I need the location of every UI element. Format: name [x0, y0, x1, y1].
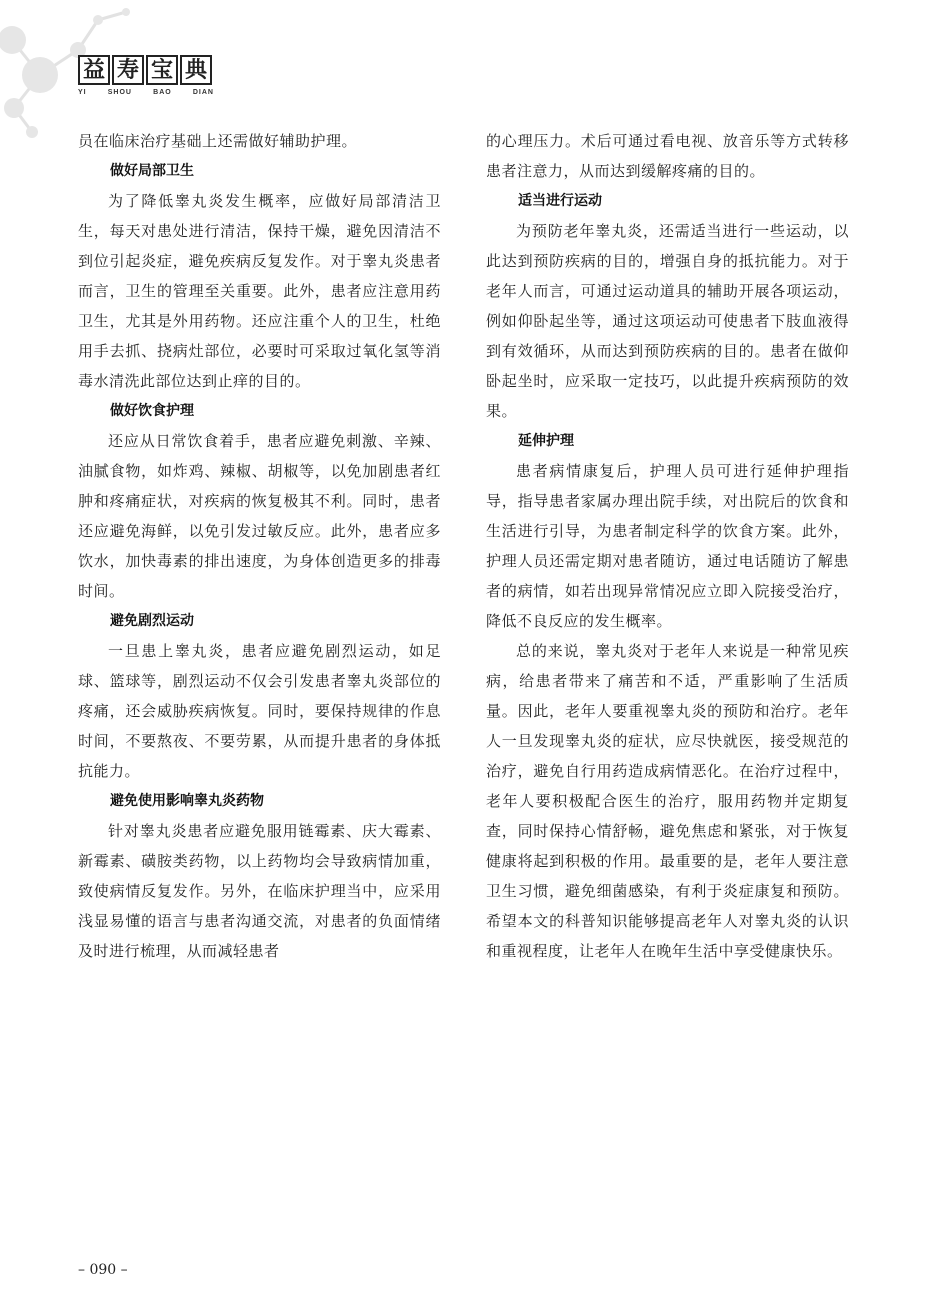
section-heading: 避免剧烈运动 [110, 613, 194, 629]
paragraph: 总的来说，睾丸炎对于老年人来说是一种常见疾病，给患者带来了痛苦和不适，严重影响了生活质量。因此，老年人要重视睾丸炎的预防和治疗。老年人一旦发现睾丸炎的症状，应尽快就医，接受规范的治疗，避免自行用药造成病情恶化。在治疗过程中，老年人要积极配合医生的治疗，服用药物并定期复查，同时保持心情舒畅，避免焦虑和紧张，对于恢复健康将起到积极的作用。最重要的是，老年人要注意卫生习惯，避免细菌感染，有利于炎症康复和预防。希望本文的科普知识能够提高老年人对睾丸炎的认识和重视程度，让老年人在晚年生活中享受健康快乐。 [486, 642, 849, 960]
section-heading: 延伸护理 [518, 433, 574, 449]
magazine-logo [78, 55, 214, 96]
paragraph: 为了降低睾丸炎发生概率，应做好局部清洁卫生，每天对患处进行清洁，保持干燥，避免因清洁不到位引起炎症，避免疾病反复发作。对于睾丸炎患者而言，卫生的管理至关重要。此外，患者应注意用药卫生，尤其是外用药物。还应注重个人的卫生，杜绝用手去抓、挠病灶部位，必要时可采取过氧化氢等消毒水清洗此部位达到止痒的目的。 [78, 192, 441, 390]
logo-char: 典 [180, 55, 212, 85]
paragraph: 患者病情康复后，护理人员可进行延伸护理指导，指导患者家属办理出院手续，对出院后的饮食和生活进行引导，为患者制定科学的饮食方案。此外，护理人员还需定期对患者随访，通过电话随访了解患者的病情，如若出现异常情况应立即入院接受治疗，降低不良反应的发生概率。 [486, 462, 849, 630]
paragraph: 的心理压力。术后可通过看电视、放音乐等方式转移患者注意力，从而达到缓解疼痛的目的。 [486, 132, 849, 180]
section-heading: 做好局部卫生 [110, 163, 194, 179]
paragraph: 员在临床治疗基础上还需做好辅助护理。 [78, 132, 358, 150]
logo-characters [78, 55, 214, 85]
paragraph: 还应从日常饮食着手，患者应避免刺激、辛辣、油腻食物，如炸鸡、辣椒、胡椒等，以免加剧患者红肿和疼痛症状，对疾病的恢复极其不利。同时，患者还应避免海鲜，以免引发过敏反应。此外，患者应多饮水，加快毒素的排出速度，为身体创造更多的排毒时间。 [78, 432, 441, 600]
left-column [78, 126, 441, 966]
logo-char: 益 [78, 55, 110, 85]
logo-pinyin-word: DIAN [192, 89, 214, 96]
logo-pinyin [78, 89, 214, 96]
section-heading: 适当进行运动 [518, 193, 602, 209]
logo-pinyin-word: YI [78, 89, 87, 96]
paragraph: 一旦患上睾丸炎，患者应避免剧烈运动，如足球、篮球等，剧烈运动不仅会引发患者睾丸炎部位的疼痛，还会威胁疾病恢复。同时，要保持规律的作息时间，不要熬夜、不要劳累，从而提升患者的身体抵抗能力。 [78, 642, 441, 780]
logo-pinyin-word: BAO [153, 89, 172, 96]
section-heading: 避免使用影响睾丸炎药物 [110, 793, 264, 809]
paragraph: 针对睾丸炎患者应避免服用链霉素、庆大霉素、新霉素、磺胺类药物，以上药物均会导致病情加重，致使病情反复发作。另外，在临床护理当中，应采用浅显易懂的语言与患者沟通交流，对患者的负面情绪及时进行梳理，从而减轻患者 [78, 822, 441, 960]
right-column [486, 126, 849, 966]
section-heading: 做好饮食护理 [110, 403, 194, 419]
page-number: – 090 – [78, 1262, 128, 1278]
paragraph: 为预防老年睾丸炎，还需适当进行一些运动，以此达到预防疾病的目的，增强自身的抵抗能力。对于老年人而言，可通过运动道具的辅助开展各项运动，例如仰卧起坐等，通过这项运动可使患者下肢血液得到有效循环，从而达到预防疾病的目的。患者在做仰卧起坐时，应采取一定技巧，以此提升疾病预防的效果。 [486, 222, 849, 420]
logo-char: 寿 [112, 55, 144, 85]
logo-pinyin-word: SHOU [107, 89, 132, 96]
logo-char: 宝 [146, 55, 178, 85]
